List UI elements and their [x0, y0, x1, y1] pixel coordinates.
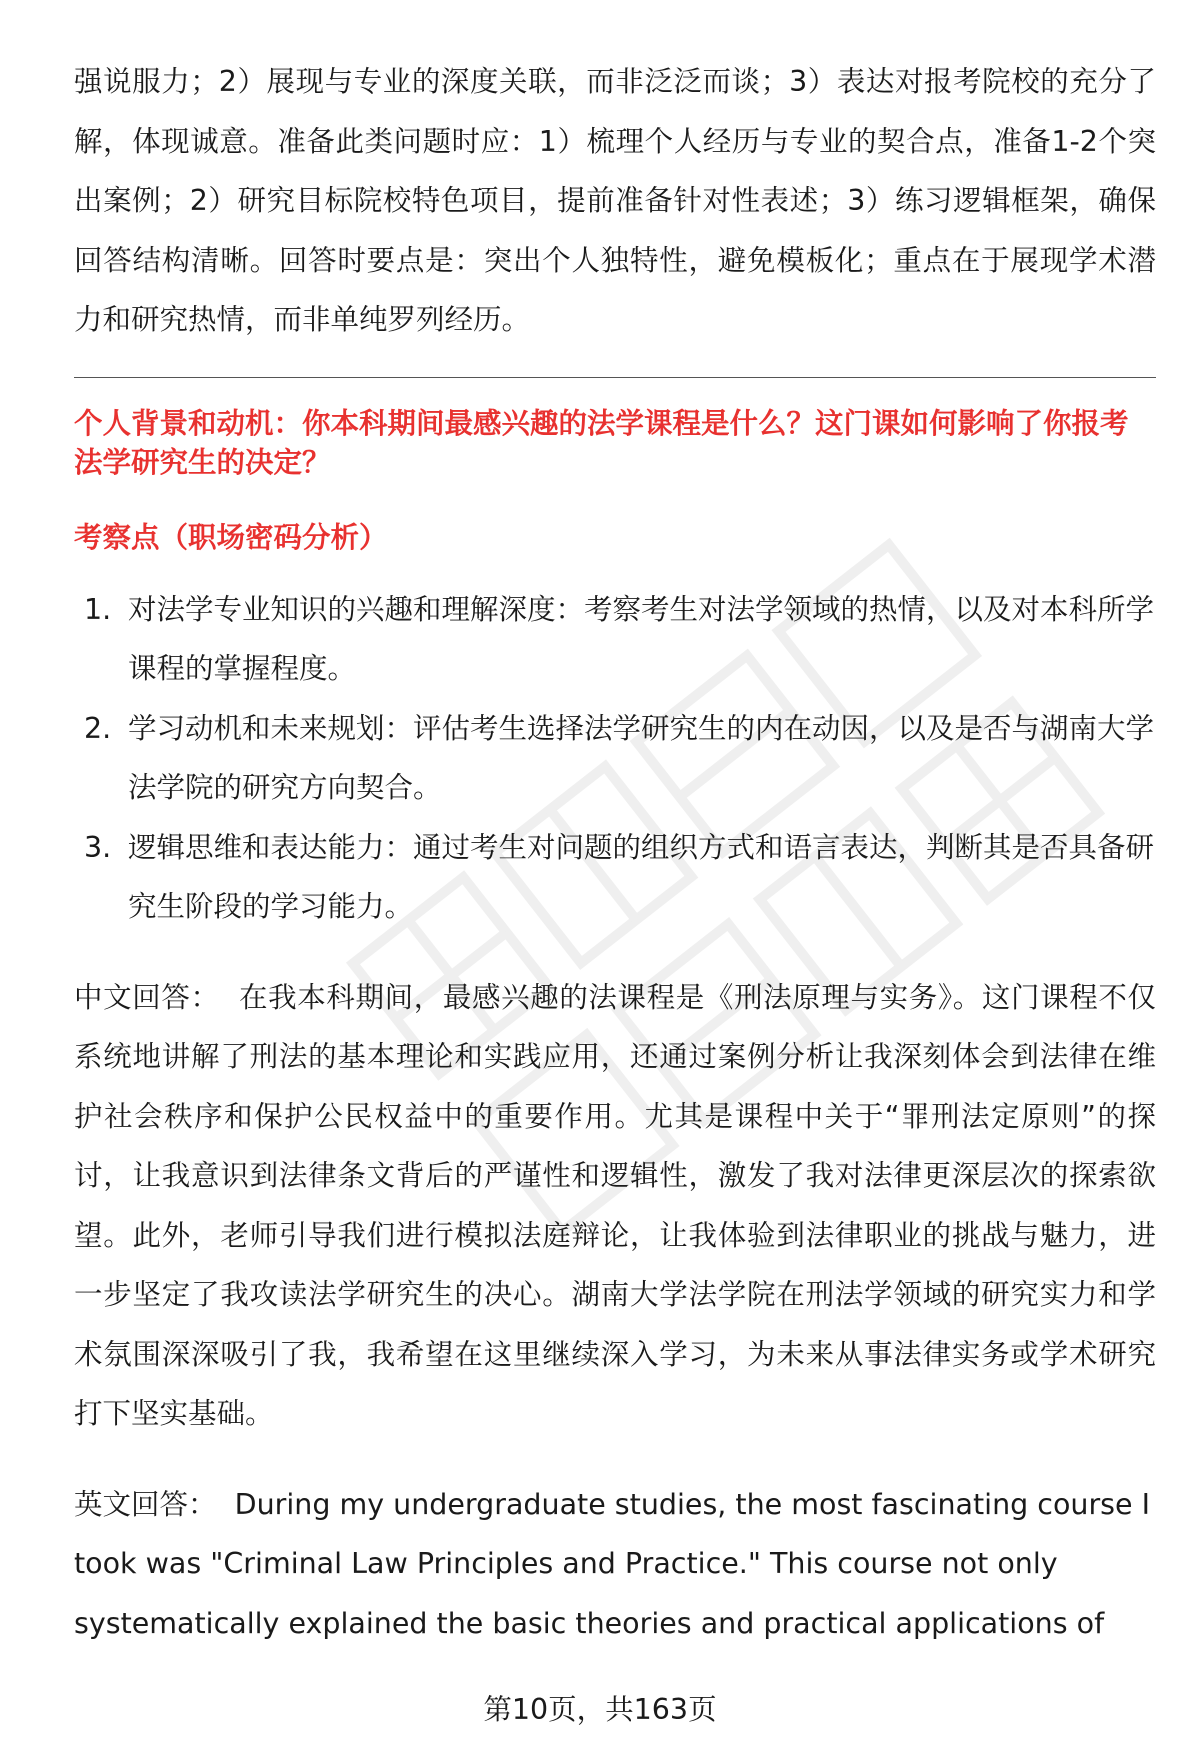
assessment-item [74, 699, 1156, 818]
english-answer-label: 英文回答： [74, 1487, 217, 1521]
english-answer-text: During my undergraduate studies, the most fascinating course I took was "Criminal Law Principles and Practice." This course not only systematically explained the basic theories and practical applications of [74, 1487, 1151, 1640]
page-footer: 第10页，共163页 [483, 1693, 717, 1726]
intro-paragraph: 强说服力；2）展现与专业的深度关联，而非泛泛而谈；3）表达对报考院校的充分了解，体现诚意。准备此类问题时应：1）梳理个人经历与专业的契合点，准备1-2个突出案例；2）研究目标院校特色项目，提前准备针对性表述；3）练习逻辑框架，确保回答结构清晰。回答时要点是：突出个人独特性，避免模板化；重点在于展现学术潜力和研究热情，而非单纯罗列经历。 [74, 65, 1156, 336]
assessment-item-number: 1. [84, 592, 112, 626]
chinese-answer-paragraph [74, 968, 1156, 1444]
english-answer [74, 1475, 1156, 1654]
question-heading: 个人背景和动机：你本科期间最感兴趣的法学课程是什么？这门课如何影响了你报考法学研究生的决定？ [74, 406, 1129, 479]
assessment-heading: 考察点（职场密码分析） [74, 520, 388, 554]
english-answer-paragraph [74, 1475, 1156, 1654]
page-content [74, 52, 1156, 1653]
assessment-item [74, 818, 1156, 937]
chinese-answer [74, 968, 1156, 1444]
assessment-item-text: 逻辑思维和表达能力：通过考生对问题的组织方式和语言表达，判断其是否具备研究生阶段的学习能力。 [128, 830, 1155, 923]
section-divider [74, 377, 1156, 378]
chinese-answer-text: 在我本科期间，最感兴趣的法课程是《刑法原理与实务》。这门课程不仅系统地讲解了刑法的基本理论和实践应用，还通过案例分析让我深刻体会到法律在维护社会秩序和保护公民权益中的重要作用。尤其是课程中关于“罪刑法定原则”的探讨，让我意识到法律条文背后的严谨性和逻辑性，激发了我对法律更深层次的探索欲望。此外，老师引导我们进行模拟法庭辩论，让我体验到法律职业的挑战与魅力，进一步坚定了我攻读法学研究生的决心。湖南大学法学院在刑法学领域的研究实力和学术氛围深深吸引了我，我希望在这里继续深入学习，为未来从事法律实务或学术研究打下坚实基础。 [74, 980, 1156, 1430]
assessment-item-number: 3. [84, 830, 112, 864]
assessment-item-text: 学习动机和未来规划：评估考生选择法学研究生的内在动因，以及是否与湖南大学法学院的研究方向契合。 [128, 711, 1155, 804]
assessment-item-number: 2. [84, 711, 112, 745]
chinese-answer-label: 中文回答： [74, 980, 220, 1014]
assessment-list [74, 580, 1156, 937]
assessment-item-text: 对法学专业知识的兴趣和理解深度：考察考生对法学领域的热情，以及对本科所学课程的掌握程度。 [128, 592, 1155, 685]
assessment-item [74, 580, 1156, 699]
